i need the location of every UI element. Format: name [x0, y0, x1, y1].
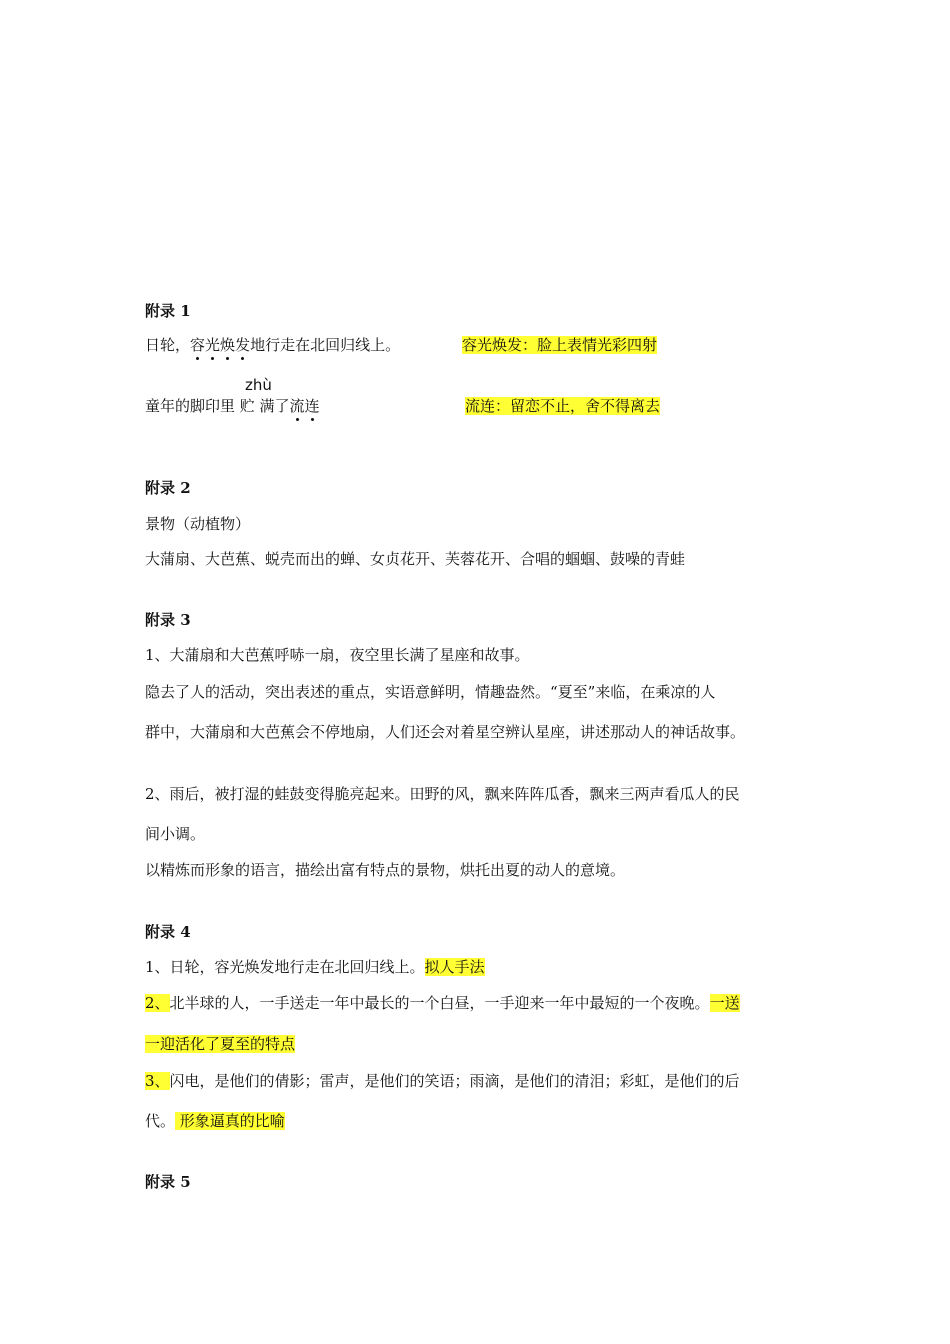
appendix-1-note-2: 流连：留恋不止，舍不得离去 — [465, 397, 661, 415]
appendix-1-line-1: 日轮，容光焕发地行走在北回归线上。 — [145, 336, 401, 354]
appendix-1-heading: 附录 1 — [145, 302, 191, 320]
appendix-3-item-1-explain-b: 群中，大蒲扇和大芭蕉会不停地扇，人们还会对着星空辨认星座，讲述那动人的神话故事。 — [145, 723, 746, 741]
appendix-3-item-2-explain: 以精炼而形象的语言，描绘出富有特点的景物，烘托出夏的动人的意境。 — [145, 861, 626, 879]
pinyin-annotation: zhù — [245, 376, 272, 394]
appendix-3-heading: 附录 3 — [145, 611, 191, 629]
appendix-3-item-1-explain-a: 隐去了人的活动，突出表述的重点，实语意鲜明，情趣盎然。“夏至”来临，在乘凉的人 — [145, 683, 716, 701]
appendix-1-line-2: 童年的脚印里 贮 满了流连 — [145, 397, 320, 415]
appendix-4-item-3-end: 代。 形象逼真的比喻 — [145, 1112, 285, 1130]
appendix-2-line-1: 景物（动植物） — [145, 515, 251, 533]
appendix-2-heading: 附录 2 — [145, 479, 191, 497]
appendix-1-note-1: 容光焕发：脸上表情光彩四射 — [462, 336, 658, 354]
appendix-3-item-2-a: 2、雨后，被打湿的蛙鼓变得脆亮起来。田野的风，飘来阵阵瓜香，飘来三两声看瓜人的民 — [145, 785, 740, 803]
appendix-4-item-3: 3、闪电，是他们的倩影；雷声，是他们的笑语；雨滴，是他们的清泪；彩虹，是他们的后 — [145, 1072, 740, 1090]
appendix-4-item-1: 1、日轮，容光焕发地行走在北回归线上。拟人手法 — [145, 958, 485, 976]
appendix-2-line-2: 大蒲扇、大芭蕉、蜕壳而出的蝉、女贞花开、芙蓉花开、合唱的蝈蝈、鼓噪的青蛙 — [145, 550, 686, 568]
appendix-5-heading: 附录 5 — [145, 1173, 191, 1191]
appendix-3-item-2-b: 间小调。 — [145, 825, 206, 843]
appendix-4-item-2-note: 一迎活化了夏至的特点 — [145, 1035, 296, 1053]
appendix-4-item-2: 2、北半球的人，一手送走一年中最长的一个白昼，一手迎来一年中最短的一个夜晚。一送 — [145, 994, 740, 1012]
appendix-4-heading: 附录 4 — [145, 923, 191, 941]
appendix-3-item-1: 1、大蒲扇和大芭蕉呼哧一扇，夜空里长满了星座和故事。 — [145, 646, 530, 664]
